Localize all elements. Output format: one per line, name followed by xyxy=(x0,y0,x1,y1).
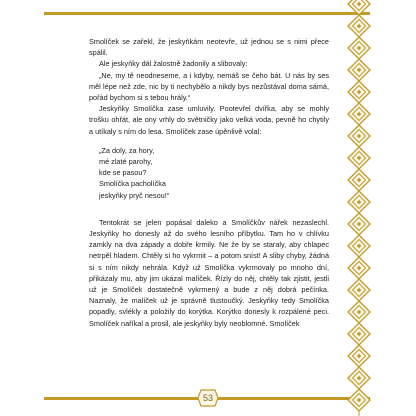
paragraph: Tentokrát se jelen popásal daleko a Smolíčkův nářek nezaslechl. Jeskyňky ho donesly až do svého lesního příbytku. Tam ho v chlívku zamkly na dva západy a dobře krmily. Ne že by se staraly, aby chlapec netrpěl hladem. Chtěly si ho vykrmit – a potom sníst! A sliby chyby, žádná si s ním nikdy nehrála. Když už Smolíčka vykrmovaly po mnoho dní, přikázaly mu, aby jim ukázal malíček. Řízly do něj, chtěly tak zjistit, jestli už je Smolíček dostatečně vykrmený a bude z něj dobrá pečínka. Naznaly, že malíček už je správně tlustoučký. Jeskyňky tedy Smolíčka popadly, svlékly a položily do korýtka. Korýtko donesly k rozpálené peci. Smolíček naříkal a prosil, ale jeskyňky byly neoblomné. Smolíček xyxy=(89,217,329,328)
poem-line: jeskyňky pryč nesou!“ xyxy=(99,190,170,200)
page-number: 53 xyxy=(202,393,213,403)
diamond-chain-ornament-icon xyxy=(346,0,416,416)
poem-line: kde se pasou? xyxy=(99,168,147,178)
paragraph: Ale jeskyňky dál žalostně žadonily a slibovaly: xyxy=(99,59,248,69)
text-body xyxy=(89,36,329,329)
poem-line: „Za doly, za hory, xyxy=(99,145,155,155)
section-break xyxy=(89,209,329,217)
poem-verse xyxy=(99,145,329,201)
paragraph: Jeskyňky Smolíčka zase umluvily. Pootevřel dvířka, aby se mohly trošku ohřát, ale ony vrhly do světničky jako velká voda, pevně ho chytily a utíkaly s ním do lesa. Smolíček zase úpěnlivě volal: xyxy=(89,104,329,136)
paragraph: Smolíček se zařekl, že jeskyňkám neotevře, už jednou se s nimi přece spálil. xyxy=(89,37,329,58)
poem-line: mé zlaté parohy, xyxy=(99,157,153,167)
poem-line: Smolíčka pacholíčka xyxy=(99,179,166,189)
paragraph: „Ne, my tě neodneseme, a i kdyby, nemáš se čeho bát. U nás by ses měl lépe než zde, nic by ti nechybělo a nikdy bys nezůstával doma sámá, pořád bychom si s tebou hrály.“ xyxy=(89,70,329,103)
top-border-rule xyxy=(44,12,370,15)
